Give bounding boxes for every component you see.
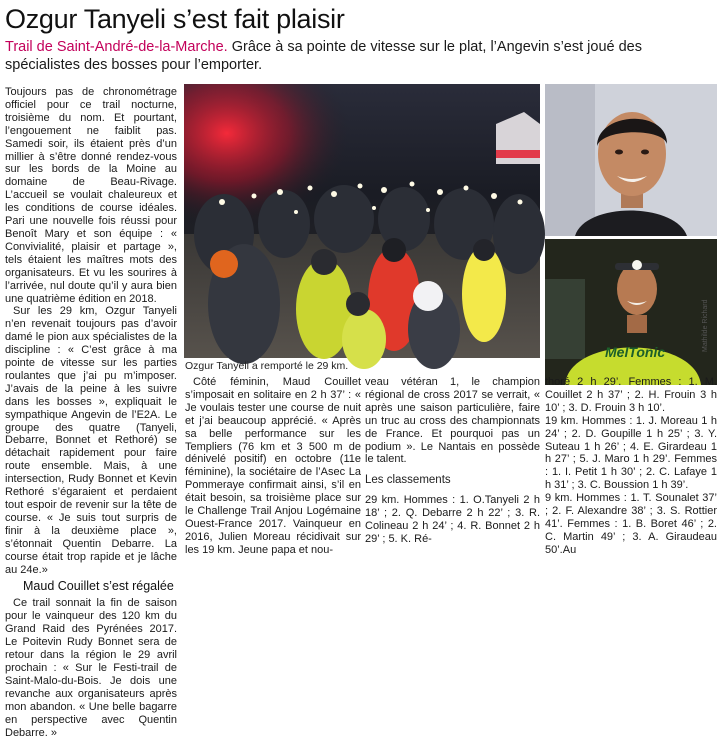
article-column-2 bbox=[185, 376, 361, 556]
paragraph-intro: Toujours pas de chronométrage officiel pour ce trail nocturne, troisième du nom. Et pourtant, l’engouement ne faiblit pas. Samedi soir, ils étaient près d’un millier à s’être donné rendez-vous sur les bords de la Moine au domaine de Beau-Rivage. L’accueil se voulait chaleureux et les conditions de course idéales. Pari une nouvelle fois réussi pour Benoît Mary et son équipe : « Convivialité, plaisir et partage », tels étaient les maîtres mots des organisateurs. Et vu les sourires à l’arrivée, nul doute qu’il y aura bien une quatrième édition en 2018. bbox=[5, 86, 177, 305]
article-column-1 bbox=[5, 86, 177, 739]
jersey-text: MelTonic bbox=[605, 344, 666, 360]
results-heading: Les classements bbox=[365, 474, 451, 487]
photo-caption: Ozgur Tanyeli a remporté le 29 km. bbox=[185, 360, 349, 372]
lede-kicker: Trail de Saint-André-de-la-Marche. bbox=[5, 39, 228, 55]
lede bbox=[5, 38, 715, 74]
results-9km: 9 km. Hommes : 1. T. Sounalet 37’ ; 2. F. Alexandre 38’ ; 3. S. Rottier 41’. Femmes : 1. B. Boret 46’ ; 2. C. Martin 49’ ; 3. A. Giraudeau 50’.Au bbox=[545, 492, 717, 556]
paragraph-bonnet: Ce trail sonnait la fin de saison pour le vainqueur des 120 km du Grand Raid des Pyrénées 2017. Le Poitevin Rudy Bonnet sera de retour dans la région le 29 avril prochain : « Sur le Festi-trail de Saint-Malo-du-Bois. Je dois une revanche aux organisateurs après mon abandon. « Une belle bagarre en perspective avec Quentin Debarre. » bbox=[5, 597, 177, 739]
paragraph-couillet: Côté féminin, Maud Couillet s’imposait en solitaire en 2 h 37’ : « Je voulais tester une course de nuit et j’ai beaucoup apprécié. « Après sa belle performance sur les Templiers (76 km et 3 500 m de dénivelé positif) en octobre (11e féminine), la sociétaire de l’Asec La Pommeraye confirmait ainsi, s’il en était besoin, sa troisième place sur le Challenge Trail Anjou Logémaine Ouest-France 2017. Vainqueur en 2016, Julien Moreau récidivait sur les 19 km. Jeune papa et nou- bbox=[185, 376, 361, 556]
article-column-3 bbox=[365, 376, 540, 545]
results-29km-women: thoré 2 h 29’. Femmes : 1. M. Couillet 2 h 37’ ; 2. H. Frouin 3 h 10’ ; 3. D. Frouin 3 h 10’. bbox=[545, 376, 717, 414]
photo-credit: Mathilde Richard bbox=[702, 299, 709, 352]
article-column-4 bbox=[545, 376, 717, 556]
night-race-start-photo bbox=[184, 84, 540, 358]
headline: Ozgur Tanyeli s’est fait plaisir bbox=[5, 4, 345, 34]
subheading-couillet: Maud Couillet s’est régalée bbox=[23, 579, 174, 594]
results-29km: 29 km. Hommes : 1. O.Tanyeli 2 h 18’ ; 2. Q. Debarre 2 h 22’ ; 3. R. Colineau 2 h 24’ ; 4. R. Bonnet 2 h 29’ ; 5. K. Ré- bbox=[365, 494, 540, 545]
paragraph-moreau: veau vétéran 1, le champion régional de cross 2017 se verrait, « après une saison particulière, faire un truc au cross des championnats de France. Et pourquoi pas un podium ». Le Nantais en possède le talent. bbox=[365, 376, 540, 466]
paragraph-tanyeli: Sur les 29 km, Ozgur Tanyeli n’en revenait toujours pas d’avoir damé le pion aux spécialistes de la discipline : « C’est grâce à ma pointe de vitesse sur les parties roulantes que j’ai pu m’imposer. J’avais de la peine à les suivre dans les bosses », expliquait le sympathique Angevin de l’E2A. Le groupe des quatre (Tanyeli, Debarre, Bonnet et Rethoré) se détachait rapidement pour faire route ensemble. Mais, à une intersection, Rudy Bonnet et Kevin Rethoré s’égaraient et perdaient tout espoir de revenir sur la tête de course. « Je suis tout surpris de finir à la deuxième place », s’étonnait Quentin Debarre. La course était trop rapide et je lâche au 24e.» bbox=[5, 305, 177, 576]
runner-headlamp-photo bbox=[545, 239, 717, 385]
results-19km: 19 km. Hommes : 1. J. Moreau 1 h 24’ ; 2. D. Goupille 1 h 25’ ; 3. Y. Suteau 1 h 26’ ; 4. E. Girardeau 1 h 27’ ; 5. J. Maro 1 h 29’. Femmes : 1. I. Petit 1 h 30’ ; 2. C. Lafaye 1 h 31’ ; 3. C. Boussion 1 h 39’. bbox=[545, 414, 717, 492]
runner-portrait-photo bbox=[545, 84, 717, 236]
lede-text: Grâce à sa pointe de vitesse sur le plat, l’Angevin s’est joué des spécialistes des bosses pour l’emporter. bbox=[5, 39, 642, 73]
